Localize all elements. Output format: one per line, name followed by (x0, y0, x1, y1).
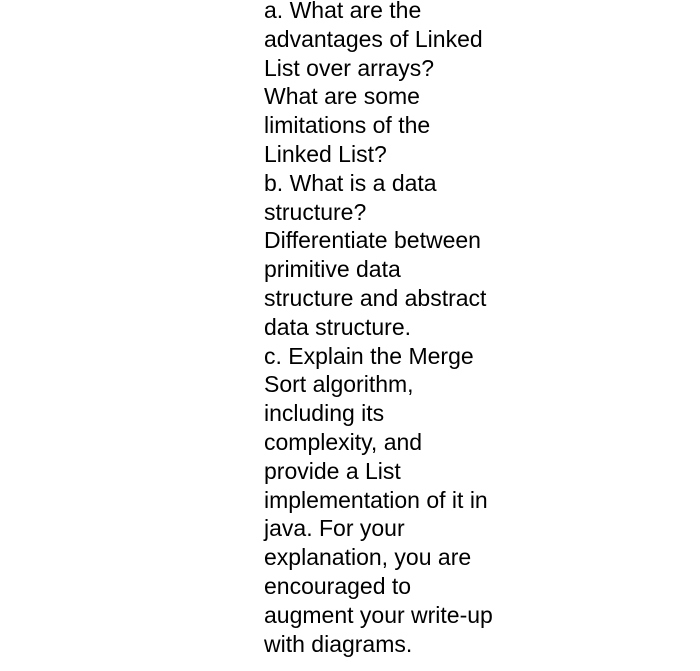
question-c-line-9: encouraged to (264, 572, 412, 599)
question-text (264, 0, 684, 658)
question-a-line-5: limitations of the (264, 112, 431, 139)
question-a-line-6: Linked List? (264, 140, 387, 167)
question-a-line-3: List over arrays? (264, 54, 435, 81)
question-c-line-3: including its (264, 400, 385, 427)
question-a-line-2: advantages of Linked (264, 25, 483, 52)
question-b-line-5: structure and abstract (264, 284, 487, 311)
question-c-line-10: augment your write-up (264, 601, 493, 628)
question-c-line-2: Sort algorithm, (264, 371, 414, 398)
question-b-line-1: b. What is a data (264, 169, 437, 196)
question-b-line-2: structure? (264, 198, 367, 225)
question-b-line-4: primitive data (264, 256, 401, 283)
question-c-line-6: implementation of it in (264, 486, 488, 513)
question-c-line-5: provide a List (264, 457, 401, 484)
question-c-line-11: with diagrams. (264, 630, 413, 657)
question-c-line-8: explanation, you are (264, 544, 472, 571)
question-c-line-1: c. Explain the Merge (264, 342, 474, 369)
question-b-line-6: data structure. (264, 313, 412, 340)
question-b-line-3: Differentiate between (264, 227, 481, 254)
question-a-line-1: a. What are the (264, 0, 422, 23)
question-c-line-7: java. For your (264, 515, 405, 542)
question-a-line-4: What are some (264, 83, 420, 110)
question-c-line-4: complexity, and (264, 428, 423, 455)
